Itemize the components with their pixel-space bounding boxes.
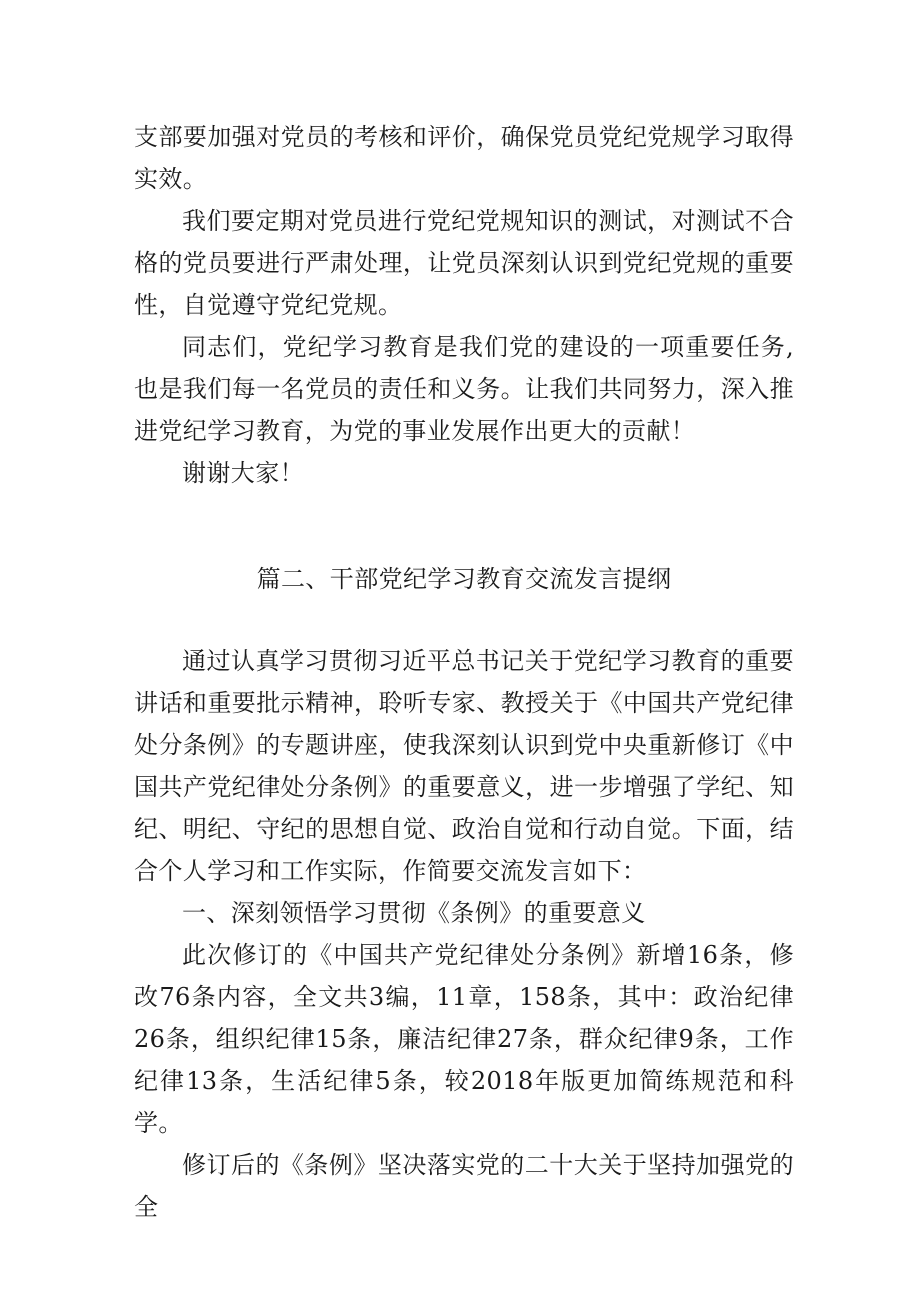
paragraph-revision-stats: 此次修订的《中国共产党纪律处分条例》新增16条，修改76条内容，全文共3编，11章，158条，其中：政治纪律26条，组织纪律15条，廉洁纪律27条，群众纪律9条，工作纪律13条，生活纪律5条，较2018年版更加简练规范和科学。 xyxy=(134,941,794,1137)
top-text-block xyxy=(134,116,794,494)
paragraph-thanks: 谢谢大家！ xyxy=(182,459,304,487)
subheading-significance: 一、深刻领悟学习贯彻《条例》的重要意义 xyxy=(182,899,646,927)
section-title: 篇二、干部党纪学习教育交流发言提纲 xyxy=(256,565,672,593)
paragraph-testing: 我们要定期对党员进行党纪党规知识的测试，对测试不合格的党员要进行严肃处理，让党员深刻认识到党纪党规的重要性，自觉遵守党纪党规。 xyxy=(134,207,794,319)
paragraph-revised-regulations: 修订后的《条例》坚决落实党的二十大关于坚持加强党的全 xyxy=(134,1151,794,1221)
paragraph-intro: 通过认真学习贯彻习近平总书记关于党纪学习教育的重要讲话和重要批示精神，聆听专家、教授关于《中国共产党纪律处分条例》的专题讲座，使我深刻认识到党中央重新修订《中国共产党纪律处分条例》的重要意义，进一步增强了学纪、知纪、明纪、守纪的思想自觉、政治自觉和行动自觉。下面，结合个人学习和工作实际，作简要交流发言如下： xyxy=(134,647,794,885)
paragraph-comrades: 同志们，党纪学习教育是我们党的建设的一项重要任务,也是我们每一名党员的责任和义务。让我们共同努力，深入推进党纪学习教育，为党的事业发展作出更大的贡献！ xyxy=(134,333,794,445)
bottom-text-block xyxy=(134,640,794,1228)
section-title-block xyxy=(134,558,794,600)
paragraph-assessment: 支部要加强对党员的考核和评价，确保党员党纪党规学习取得实效。 xyxy=(134,123,794,193)
